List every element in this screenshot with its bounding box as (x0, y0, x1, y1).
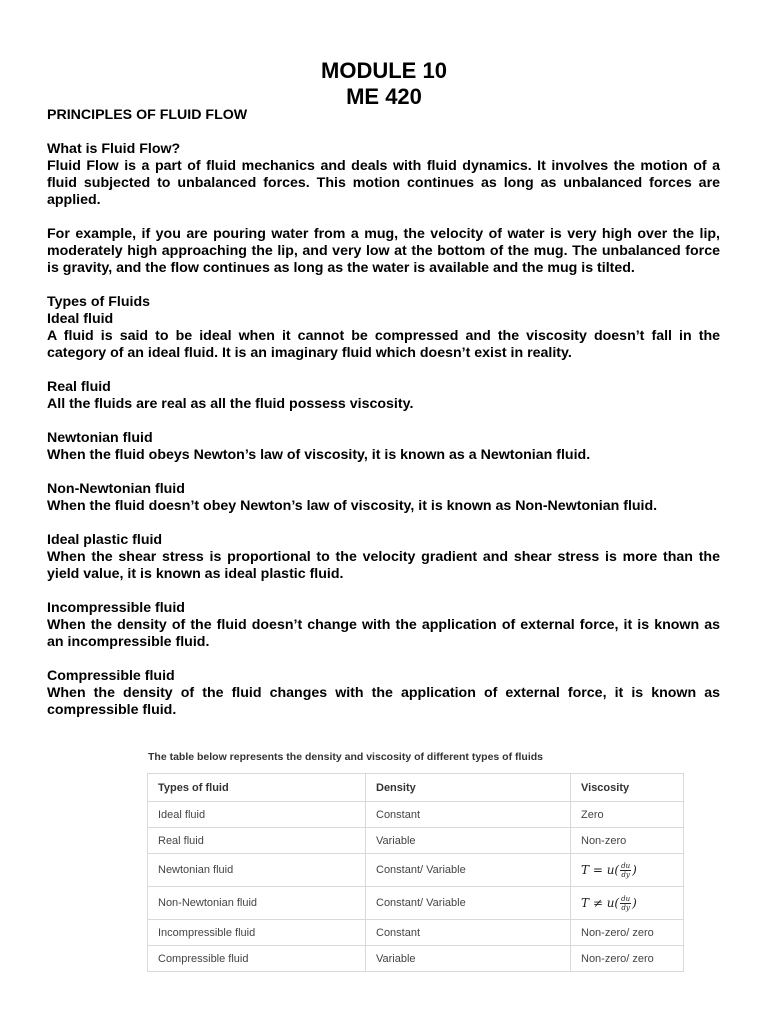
fluid-type-name: Compressible fluid (47, 668, 175, 684)
table-row (148, 802, 684, 828)
what-is-paragraph-2: For example, if you are pouring water from a mug, the velocity of water is very high over the lip, moderately high approaching the lip, and very low at the bottom of the mug. The unbalanced force is gravity, and the flow continues as long as the water is available and the mug is tilted. (47, 226, 720, 276)
module-title: MODULE 10 (321, 58, 447, 83)
table-cell: Variable (366, 946, 571, 972)
what-is-heading: What is Fluid Flow? (47, 141, 181, 157)
fluid-properties-table (147, 773, 684, 972)
fluid-type-desc: When the density of the fluid doesn’t change with the application of external force, it is known as an incompressible fluid. (47, 617, 720, 650)
fluid-type-name: Non-Newtonian fluid (47, 481, 185, 497)
fluid-type-desc: When the density of the fluid changes with the application of external force, it is known as compressible fluid. (47, 685, 720, 718)
fluid-type-desc: When the shear stress is proportional to the velocity gradient and shear stress is more than the yield value, it is known as ideal plastic fluid. (47, 549, 720, 582)
table-cell: Non-zero/ zero (571, 946, 684, 972)
table-cell: Non-zero/ zero (571, 920, 684, 946)
formula-cell (571, 887, 684, 920)
table-cell: Newtonian fluid (148, 854, 366, 887)
table-row (148, 828, 684, 854)
table-cell: Constant/ Variable (366, 887, 571, 920)
table-row (148, 920, 684, 946)
what-is-paragraph-1: Fluid Flow is a part of fluid mechanics and deals with fluid dynamics. It involves the motion of a fluid subjected to unbalanced forces. This motion continues as long as unbalanced forces are applied. (47, 158, 720, 208)
table-cell: Constant/ Variable (366, 854, 571, 887)
table-caption: The table below represents the density and viscosity of different types of fluids (148, 751, 543, 763)
table-cell: Constant (366, 802, 571, 828)
header-cell: Density (366, 774, 571, 802)
table-cell: Zero (571, 802, 684, 828)
table-cell: Compressible fluid (148, 946, 366, 972)
fluid-type-desc: When the fluid obeys Newton’s law of viscosity, it is known as a Newtonian fluid. (47, 447, 591, 463)
table-cell: Constant (366, 920, 571, 946)
table-cell: Real fluid (148, 828, 366, 854)
fluid-type-desc: All the fluids are real as all the fluid possess viscosity. (47, 396, 414, 412)
table-header-row (148, 774, 684, 802)
newtonian-viscosity-formula: T = u( $\frac{du}{dy}$ ) (581, 861, 637, 879)
table-cell: Incompressible fluid (148, 920, 366, 946)
table-cell: Ideal fluid (148, 802, 366, 828)
table-cell: Non-Newtonian fluid (148, 887, 366, 920)
fluid-type-name: Ideal plastic fluid (47, 532, 163, 548)
fluid-type-desc: A fluid is said to be ideal when it cannot be compressed and the viscosity doesn’t fall in the category of an ideal fluid. It is an imaginary fluid which doesn’t exist in reality. (47, 328, 720, 361)
section-title: PRINCIPLES OF FLUID FLOW (47, 107, 248, 123)
types-heading: Types of Fluids (47, 294, 150, 310)
fluid-type-name: Ideal fluid (47, 311, 114, 327)
fluid-type-name: Newtonian fluid (47, 430, 153, 446)
header-cell: Types of fluid (148, 774, 366, 802)
fluid-type-desc: When the fluid doesn’t obey Newton’s law of viscosity, it is known as Non-Newtonian fluid. (47, 498, 658, 514)
fluid-type-name: Real fluid (47, 379, 111, 395)
table-row (148, 887, 684, 920)
table-row (148, 854, 684, 887)
formula-cell (571, 854, 684, 887)
table-cell: Variable (366, 828, 571, 854)
non-newtonian-viscosity-formula: T ≠ u( $\frac{du}{dy}$ ) (581, 894, 637, 912)
table-cell: Non-zero (571, 828, 684, 854)
header-cell: Viscosity (571, 774, 684, 802)
course-code: ME 420 (346, 84, 422, 109)
fluid-type-name: Incompressible fluid (47, 600, 185, 616)
table-row (148, 946, 684, 972)
document-body (47, 107, 720, 719)
